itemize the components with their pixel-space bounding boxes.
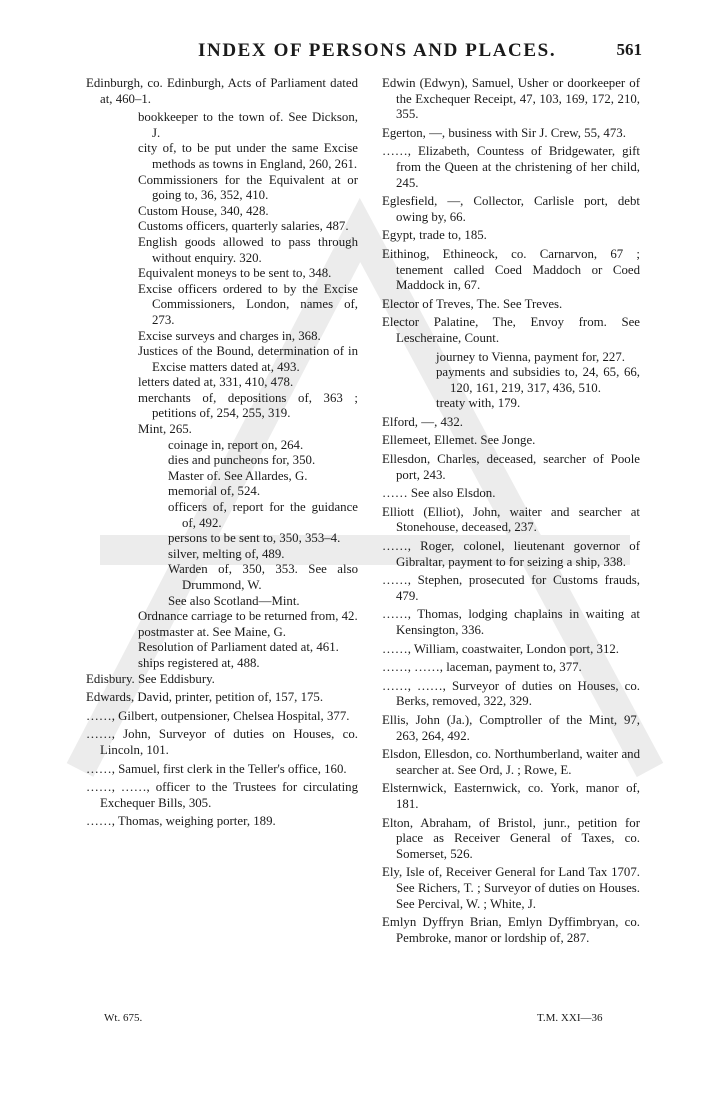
index-subentry: silver, melting of, 489. (168, 546, 285, 561)
index-subentry: bookkeeper to the town of. See Dickson, J. (138, 110, 358, 140)
index-subentry: Equivalent moneys to be sent to, 348. (138, 266, 332, 281)
index-entry: ……, ……, Surveyor of duties on Houses, co. Berks, removed, 322, 329. (382, 678, 640, 709)
index-subentry: Customs officers, quarterly salaries, 487. (138, 219, 349, 234)
index-subentry: coinage in, report on, 264. (168, 437, 304, 452)
index-subentry: ships registered at, 488. (138, 655, 260, 670)
index-subentry: treaty with, 179. (436, 396, 521, 411)
index-subentry: dies and puncheons for, 350. (168, 453, 316, 468)
page-title: INDEX OF PERSONS AND PLACES. (198, 40, 557, 61)
index-entry: Egerton, —, business with Sir J. Crew, 55, 473. (382, 125, 626, 140)
index-entry: Edinburgh, co. Edinburgh, Acts of Parliament dated at, 460–1. (86, 76, 358, 106)
index-entry: ……, Thomas, lodging chaplains in waiting at Kensington, 336. (382, 607, 640, 637)
index-entry: Elector of Treves, The. See Treves. (382, 296, 563, 311)
footer-print-mark: Wt. 675. (104, 1012, 143, 1024)
index-entry: ……, ……, officer to the Trustees for circulating Exchequer Bills, 305. (86, 780, 358, 810)
index-subentry: Custom House, 340, 428. (138, 203, 269, 218)
index-subentry: memorial of, 524. (168, 484, 261, 499)
index-column-left (86, 76, 358, 833)
index-entry: Ellesdon, Charles, deceased, searcher of Poole port, 243. (382, 452, 640, 482)
index-entry: Elford, —, 432. (382, 414, 463, 429)
index-entry: Egypt, trade to, 185. (382, 228, 487, 243)
index-entry: …… See also Elsdon. (382, 486, 496, 501)
index-entry: ……, Thomas, weighing porter, 189. (86, 814, 276, 829)
index-subentry: officers of, report for the guidance of, 492. (168, 500, 358, 530)
index-subentry: persons to be sent to, 350, 353–4. (168, 531, 341, 546)
index-subentry: letters dated at, 331, 410, 478. (138, 375, 294, 390)
index-entry: Edwards, David, printer, petition of, 157, 175. (86, 690, 324, 705)
index-entry: Ely, Isle of, Receiver General for Land Tax 1707. See Richers, T. ; Surveyor of duties on Houses. See Percival, W. ; White, J. (382, 865, 640, 911)
index-entry: ……, Roger, colonel, lieutenant governor of Gibraltar, payment to for seizing a ship, 338. (382, 539, 640, 569)
index-entry: Ellemeet, Ellemet. See Jonge. (382, 433, 536, 448)
index-entry: Edisbury. See Eddisbury. (86, 671, 215, 686)
index-entry: ……, Gilbert, outpensioner, Chelsea Hospital, 377. (86, 708, 350, 723)
index-subentry: Justices of the Bound, determination of in Excise matters dated at, 493. (138, 344, 358, 374)
index-subentry: postmaster at. See Maine, G. (138, 624, 287, 639)
index-entry: Eglesfield, —, Collector, Carlisle port, debt owing by, 66. (382, 194, 640, 224)
index-subentry: payments and subsidies to, 24, 65, 66, 120, 161, 219, 317, 436, 510. (436, 365, 640, 395)
index-subentry: Excise surveys and charges in, 368. (138, 328, 321, 343)
index-subentry: merchants of, depositions of, 363 ; petitions of, 254, 255, 319. (138, 390, 358, 421)
index-subentry: Resolution of Parliament dated at, 461. (138, 640, 339, 655)
index-entry: Ellis, John (Ja.), Comptroller of the Mint, 97, 263, 264, 492. (382, 712, 640, 743)
index-entry: Eithinog, Ethineock, co. Carnarvon, 67 ; tenement called Coed Maddoch or Coed Maddock in, 67. (382, 246, 640, 293)
index-subentry: Commissioners for the Equivalent at or going to, 36, 352, 410. (138, 172, 358, 203)
index-entry: ……, ……, laceman, payment to, 377. (382, 660, 582, 675)
index-entry: ……, William, coastwaiter, London port, 312. (382, 641, 620, 656)
index-subentry: See also Scotland—Mint. (168, 593, 300, 608)
index-subentry: Master of. See Allardes, G. (168, 468, 308, 483)
index-subentry: Mint, 265. (138, 422, 192, 437)
index-subentry: Ordnance carriage to be returned from, 42. (138, 609, 358, 624)
index-entry: ……, Stephen, prosecuted for Customs frauds, 479. (382, 573, 640, 603)
index-column-right (382, 76, 640, 949)
index-entry: Elector Palatine, The, Envoy from. See Lescheraine, Count. (382, 315, 640, 345)
footer-volume-mark: T.M. XXI—36 (537, 1012, 603, 1024)
index-subentry: English goods allowed to pass through without enquiry. 320. (138, 234, 358, 265)
index-entry: Elliott (Elliot), John, waiter and searcher at Stonehouse, deceased, 237. (382, 504, 640, 535)
index-subentry: journey to Vienna, payment for, 227. (436, 349, 625, 364)
index-entry: ……, Elizabeth, Countess of Bridgewater, gift from the Queen at the christening of her child, 245. (382, 144, 640, 190)
index-entry: Elton, Abraham, of Bristol, junr., petition for place as Receiver General of Taxes, co. Somerset, 526. (382, 815, 640, 861)
page-header (80, 40, 642, 70)
index-subentry: Warden of, 350, 353. See also Drummond, W. (168, 562, 358, 592)
index-entry: Edwin (Edwyn), Samuel, Usher or doorkeeper of the Exchequer Receipt, 47, 103, 169, 172, 210, 355. (382, 76, 640, 122)
index-entry: Elsternwick, Easternwick, co. York, manor of, 181. (382, 781, 640, 811)
index-entry: Elsdon, Ellesdon, co. Northumberland, waiter and searcher at. See Ord, J. ; Rowe, E. (382, 747, 640, 777)
index-subentry: city of, to be put under the same Excise methods as towns in England, 260, 261. (138, 141, 358, 171)
index-entry: Emlyn Dyffryn Brian, Emlyn Dyffimbryan, co. Pembroke, manor or lordship of, 287. (382, 915, 640, 945)
index-entry: ……, Samuel, first clerk in the Teller's office, 160. (86, 761, 347, 776)
page-number: 561 (616, 40, 642, 59)
index-subentry: Excise officers ordered to by the Excise Commissioners, London, names of, 273. (138, 281, 358, 327)
index-entry: ……, John, Surveyor of duties on Houses, co. Lincoln, 101. (86, 727, 358, 757)
